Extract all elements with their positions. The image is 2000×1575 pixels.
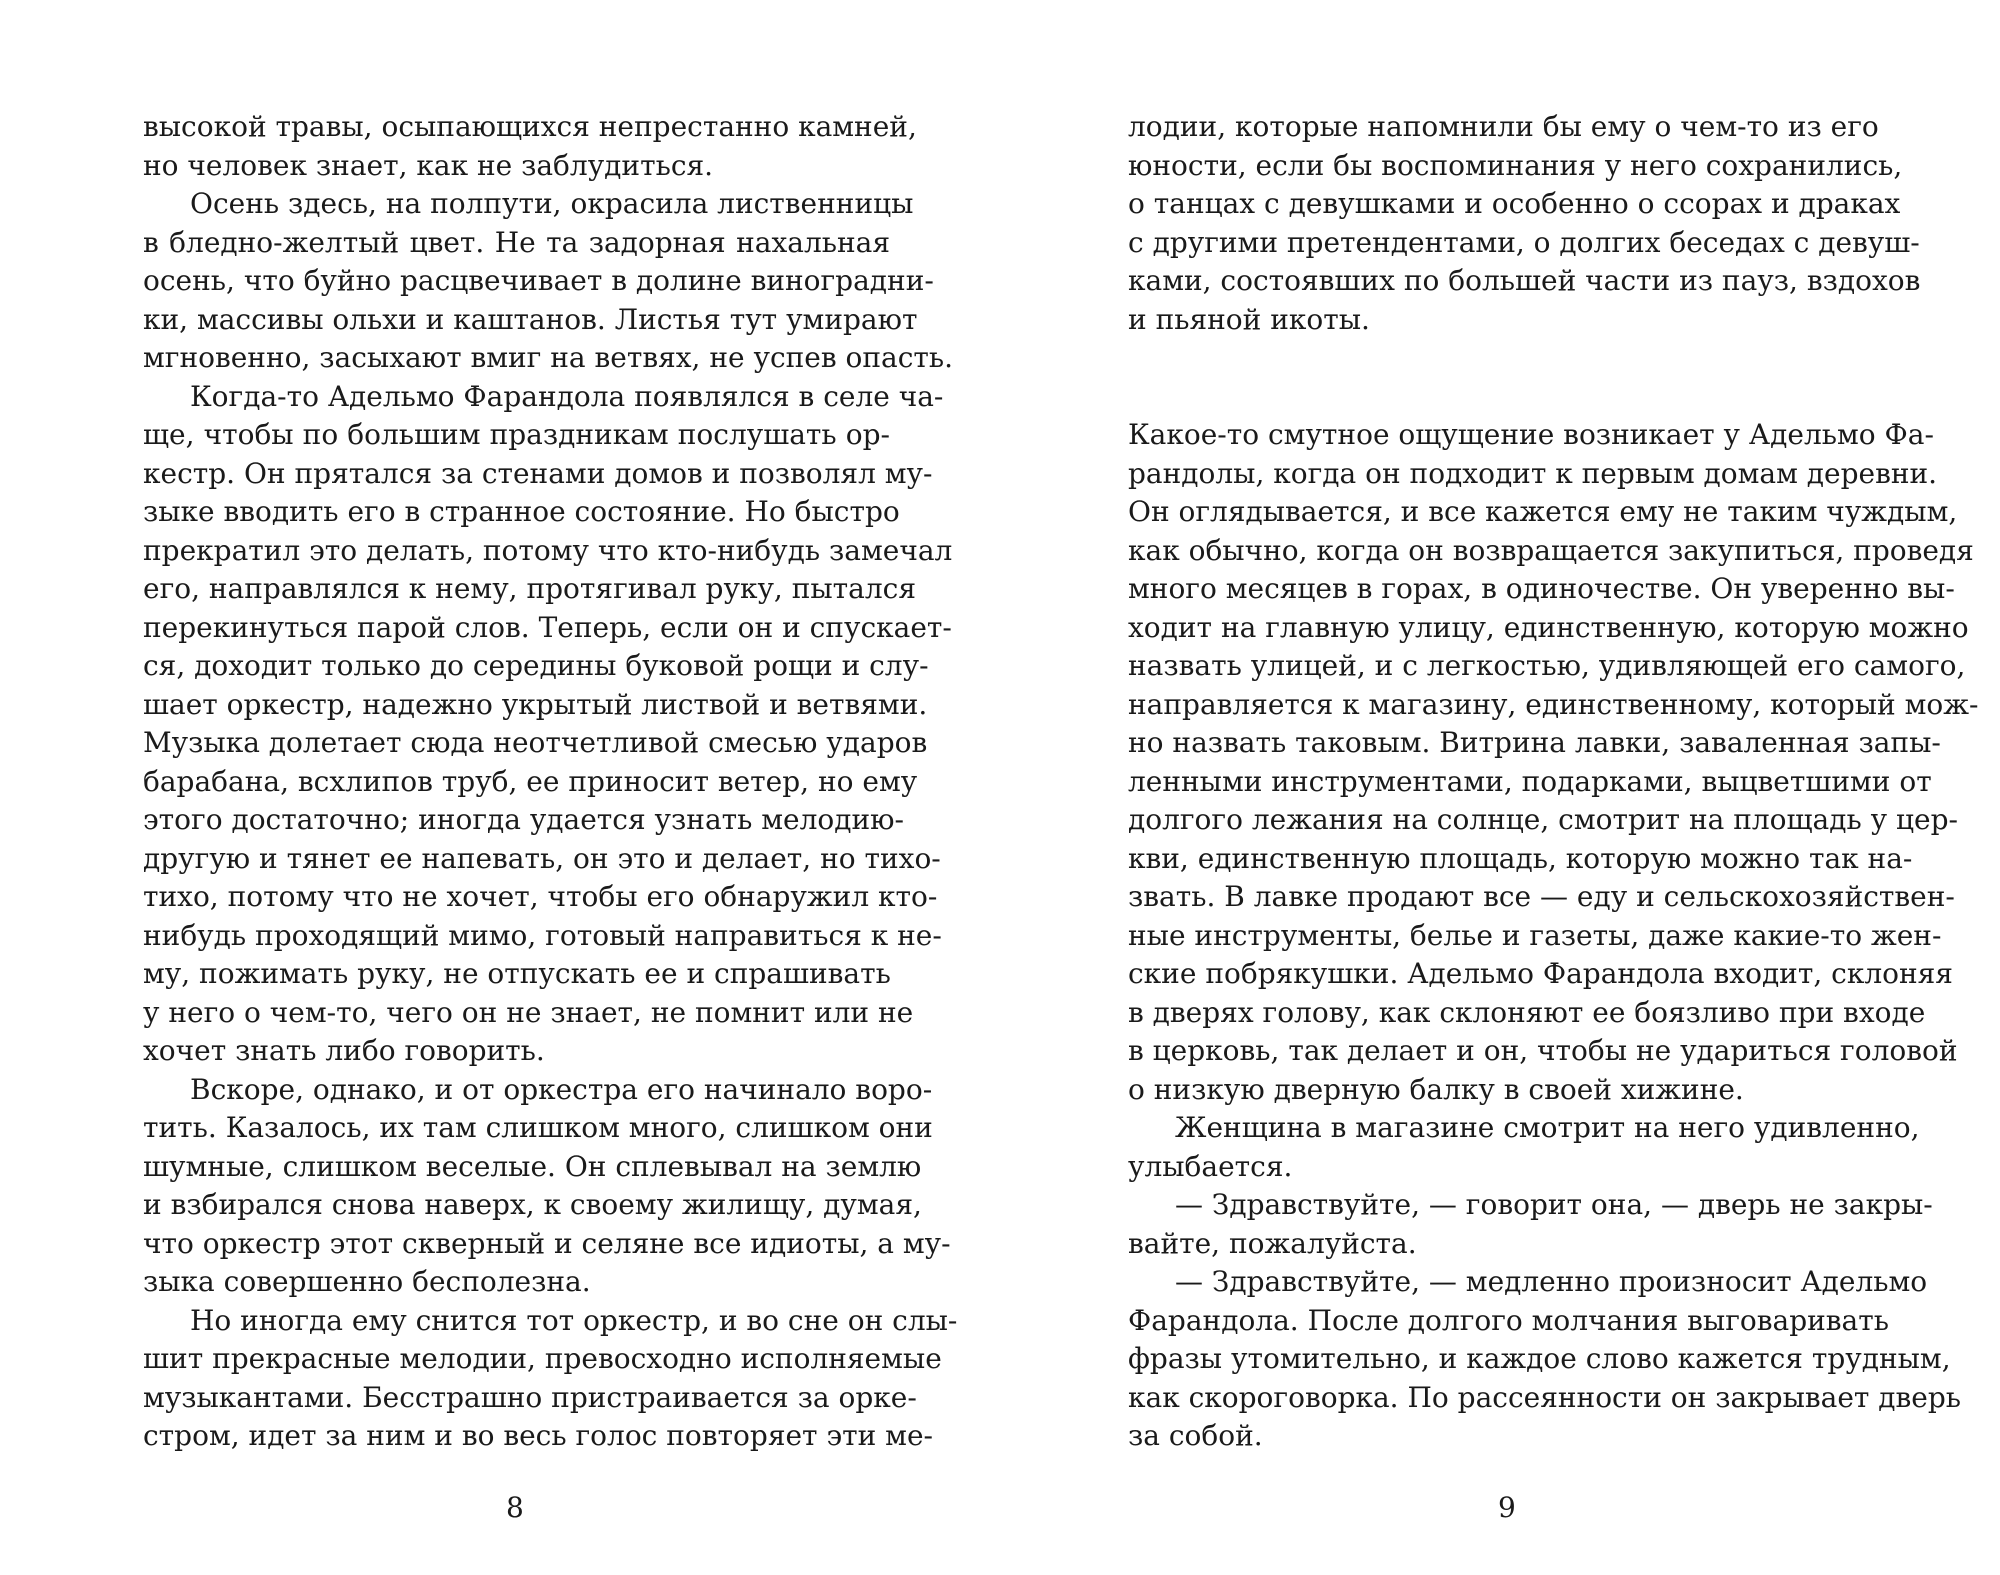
text-line: Какое-то смутное ощущение возникает у Адельмо Фа-	[1128, 418, 1934, 451]
text-line: Он оглядывается, и все кажется ему не таким чуждым,	[1128, 495, 1958, 528]
text-line: шает оркестр, надежно укрытый листвой и ветвями.	[143, 687, 928, 721]
text-line: звать. В лавке продают все — еду и сельскохозяйствен-	[1128, 880, 1955, 913]
text-line: рандолы, когда он подходит к первым домам деревни.	[1128, 456, 1938, 490]
text-line: — Здравствуйте, — медленно произносит Адельмо	[1175, 1265, 1928, 1298]
page-number-left: 8	[506, 1491, 524, 1524]
text-line: шит прекрасные мелодии, превосходно исполняемые	[143, 1342, 942, 1375]
text-line: хочет знать либо говорить.	[143, 1034, 545, 1067]
text-line: му, пожимать руку, не отпускать ее и спрашивать	[143, 957, 891, 990]
left-page-text	[143, 108, 958, 1456]
text-line: ные инструменты, белье и газеты, даже какие-то жен-	[1128, 918, 1942, 952]
right-page-text-bottom	[1128, 416, 1979, 1456]
text-line: ские побрякушки. Адельмо Фарандола входит, склоняя	[1128, 957, 1953, 990]
text-line: музыкантами. Бесстрашно пристраивается за орке-	[143, 1380, 917, 1414]
text-line: в дверях голову, как склоняют ее боязливо при входе	[1128, 995, 1926, 1029]
text-line: и пьяной икоты.	[1128, 302, 1370, 336]
text-line: шумные, слишком веселые. Он сплевывал на землю	[143, 1149, 922, 1183]
text-line: много месяцев в горах, в одиночестве. Он уверенно вы-	[1128, 572, 1955, 605]
text-line: у него о чем-то, чего он не знает, не помнит или не	[143, 995, 914, 1029]
text-line: как скороговорка. По рассеянности он закрывает дверь	[1128, 1380, 1962, 1414]
text-line: лодии, которые напомнили бы ему о чем-то из его	[1128, 110, 1879, 143]
text-line: кестр. Он прятался за стенами домов и позволял му-	[143, 456, 933, 490]
text-line: направляется к магазину, единственному, который мож-	[1128, 687, 1979, 721]
text-line: зыка совершенно бесполезна.	[143, 1265, 591, 1298]
text-line: долгого лежания на солнце, смотрит на площадь у цер-	[1128, 803, 1958, 836]
text-line: высокой травы, осыпающихся непрестанно камней,	[143, 110, 917, 143]
text-line: как обычно, когда он возвращается закупиться, проведя	[1128, 533, 1974, 567]
text-line: другую и тянет ее напевать, он это и делает, но тихо-	[143, 841, 941, 875]
text-line: ленными инструментами, подарками, выцветшими от	[1128, 764, 1932, 798]
right-page-text	[1128, 108, 1979, 1456]
text-line: фразы утомительно, и каждое слово кажется трудным,	[1128, 1342, 1951, 1375]
text-line: ще, чтобы по большим праздникам послушать ор-	[143, 418, 890, 451]
text-line: вайте, пожалуйста.	[1128, 1226, 1417, 1260]
text-line: с другими претендентами, о долгих беседах с девуш-	[1128, 225, 1920, 259]
text-line: и взбирался снова наверх, к своему жилищу, думая,	[143, 1188, 922, 1221]
text-line: назвать улицей, и с легкостью, удивляющей его самого,	[1128, 649, 1966, 682]
text-line: кви, единственную площадь, которую можно так на-	[1128, 841, 1913, 875]
text-line: но назвать таковым. Витрина лавки, заваленная запы-	[1128, 726, 1941, 759]
text-line: барабана, всхлипов труб, ее приносит ветер, но ему	[143, 764, 918, 798]
text-line: но человек знает, как не заблудиться.	[143, 148, 714, 182]
text-line: его, направлялся к нему, протягивал руку, пытался	[143, 572, 916, 605]
text-line: Фарандола. После долгого молчания выговаривать	[1128, 1303, 1889, 1337]
text-line: этого достаточно; иногда удается узнать мелодию-	[143, 803, 905, 836]
text-line: в церковь, так делает и он, чтобы не удариться головой	[1128, 1034, 1958, 1067]
text-line: ки, массивы ольхи и каштанов. Листья тут умирают	[143, 302, 918, 336]
text-line: юности, если бы воспоминания у него сохранились,	[1128, 148, 1903, 182]
text-line: ходит на главную улицу, единственную, которую можно	[1128, 610, 1969, 644]
text-line: Женщина в магазине смотрит на него удивленно,	[1175, 1111, 1920, 1144]
right-page-text-top	[1128, 108, 1921, 339]
text-line: о танцах с девушками и особенно о ссорах и драках	[1128, 187, 1901, 220]
text-line: ками, состоявших по большей части из пауз, вздохов	[1128, 264, 1921, 297]
text-line: что оркестр этот скверный и селяне все идиоты, а му-	[143, 1226, 951, 1260]
text-line: тихо, потому что не хочет, чтобы его обнаружил кто-	[143, 880, 938, 913]
right-page	[1000, 0, 2000, 1575]
text-line: перекинуться парой слов. Теперь, если он и спускает-	[143, 610, 952, 644]
page-number-right: 9	[1498, 1491, 1516, 1524]
text-line: ся, доходит только до середины буковой рощи и слу-	[143, 649, 929, 682]
text-line: улыбается.	[1128, 1149, 1293, 1183]
text-line: за собой.	[1128, 1419, 1263, 1452]
text-line: Вскоре, однако, и от оркестра его начинало воро-	[190, 1072, 933, 1106]
text-line: Когда-то Адельмо Фарандола появлялся в селе ча-	[190, 379, 944, 413]
text-line: мгновенно, засыхают вмиг на ветвях, не успев опасть.	[143, 341, 954, 374]
section-break	[1128, 339, 1875, 416]
text-line: Но иногда ему снится тот оркестр, и во сне он слы-	[190, 1303, 958, 1337]
text-line: нибудь проходящий мимо, готовый направиться к не-	[143, 918, 942, 952]
text-line: прекратил это делать, потому что кто-нибудь замечал	[143, 533, 953, 567]
text-line: — Здравствуйте, — говорит она, — дверь не закры-	[1175, 1188, 1933, 1221]
text-line: о низкую дверную балку в своей хижине.	[1128, 1072, 1744, 1106]
text-line: Музыка долетает сюда неотчетливой смесью ударов	[143, 726, 928, 759]
text-line: Осень здесь, на полпути, окрасила лиственницы	[190, 187, 914, 220]
text-line: осень, что буйно расцвечивает в долине виноградни-	[143, 264, 934, 297]
text-line: тить. Казалось, их там слишком много, слишком они	[143, 1111, 933, 1144]
text-line: стром, идет за ним и во весь голос повторяет эти ме-	[143, 1419, 933, 1452]
text-line: в бледно-желтый цвет. Не та задорная нахальная	[143, 225, 890, 259]
text-line: зыке вводить его в странное состояние. Но быстро	[143, 495, 900, 528]
